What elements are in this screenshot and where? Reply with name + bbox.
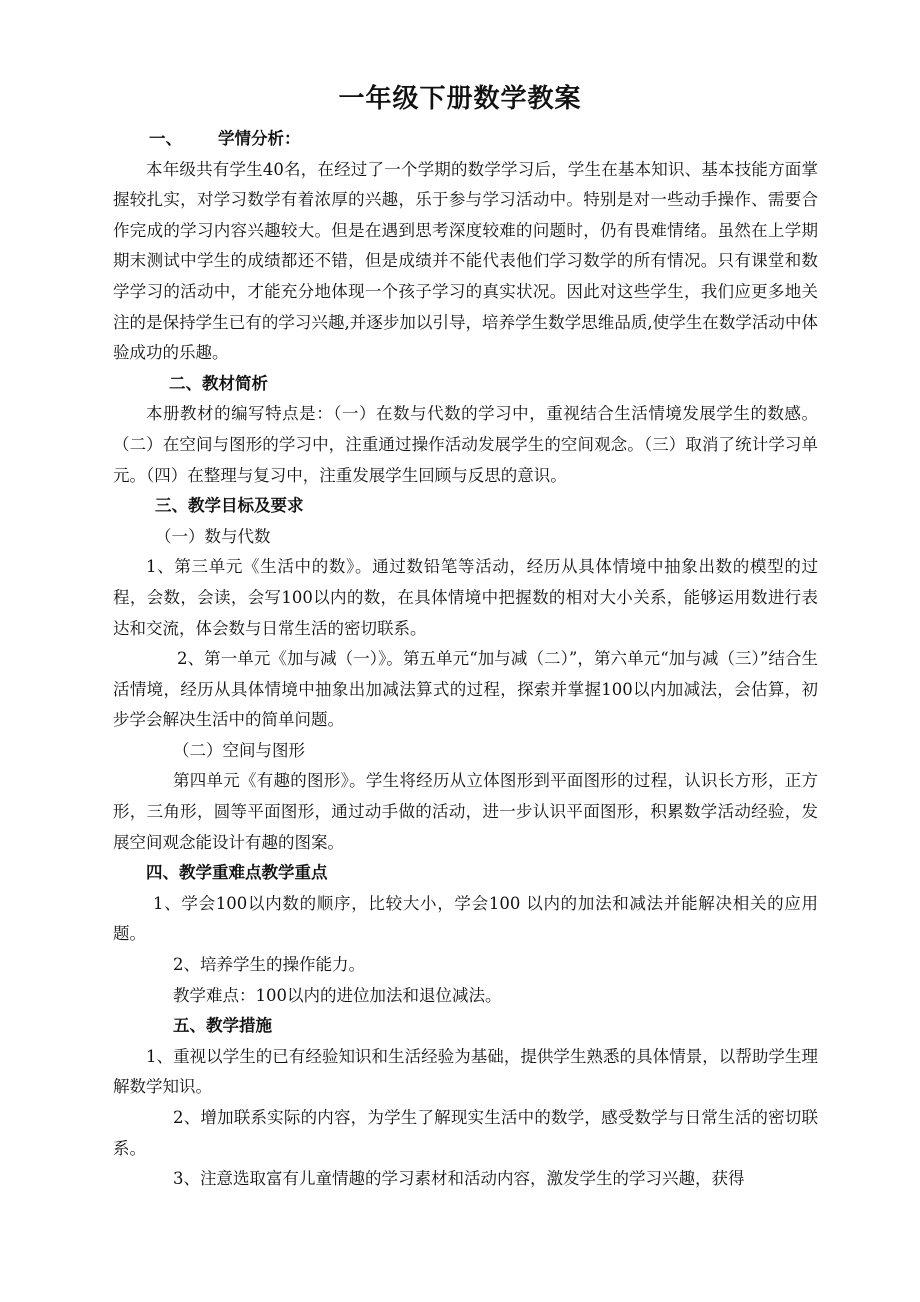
section-3-heading: 三、教学目标及要求 [155,496,304,516]
section-5-heading: 五、教学措施 [173,1016,272,1036]
section-1-number: 一、 [149,129,182,148]
document-body [113,124,818,1195]
section-4-paragraph-3: 教学难点：100以内的进位加法和退位减法。 [173,985,502,1005]
section-1-title: 学情分析： [218,129,301,148]
section-5-paragraph-2: 2、增加联系实际的内容，为学生了解现实生活中的数学，感受数学与日常生活的密切联系。 [113,1108,818,1158]
section-3-paragraph-3: 第四单元《有趣的图形》。学生将经历从立体图形到平面图形的过程，认识长方形，正方形，三角形，圆等平面图形，通过动手做的活动，进一步认识平面图形，积累数学活动经验，发展空间观念能设计有趣的图案。 [113,771,818,852]
section-3-subheading-1: （一）数与代数 [155,526,271,546]
section-2-heading: 二、教材简析 [169,373,268,393]
section-3-subheading-2: （二）空间与图形 [173,740,305,760]
section-2-paragraph: 本册教材的编写特点是：（一）在数与代数的学习中，重视结合生活情境发展学生的数感。（二）在空间与图形的学习中，注重通过操作活动发展学生的空间观念。（三）取消了统计学习单元。（四）在整理与复习中，注重发展学生回顾与反思的意识。 [113,404,818,485]
section-5-paragraph-3: 3、注意选取富有儿童情趣的学习素材和活动内容，激发学生的学习兴趣，获得 [173,1169,745,1189]
section-4-paragraph-2: 2、培养学生的操作能力。 [173,955,365,975]
section-5-paragraph-1: 1、重视以学生的已有经验知识和生活经验为基础，提供学生熟悉的具体情景，以帮助学生理解数学知识。 [113,1046,818,1097]
section-1-paragraph: 本年级共有学生40名，在经过了一个学期的数学学习后，学生在基本知识、基本技能方面掌握较扎实，对学习数学有着浓厚的兴趣，乐于参与学习活动中。特别是对一些动手操作、需要合作完成的学习内容兴趣较大。但是在遇到思考深度较难的问题时，仍有畏难情绪。虽然在上学期期末测试中学生的成绩都还不错，但是成绩并不能代表他们学习数学的所有情况。只有课堂和数学学习的活动中，才能充分地体现一个孩子学习的真实状况。因此对这些学生，我们应更多地关注的是保持学生已有的学习兴趣,并逐步加以引导，培养学生数学思维品质,使学生在数学活动中体验成功的乐趣。 [113,159,818,363]
section-4-heading: 四、教学重难点教学重点 [146,863,328,883]
section-1-heading [113,124,818,155]
section-3-paragraph-1: 1、第三单元《生活中的数》。通过数铅笔等活动，经历从具体情境中抽象出数的模型的过程，会数，会读，会写100以内的数，在具体情境中把握数的相对大小关系，能够运用数进行表达和交流，体会数与日常生活的密切联系。 [113,557,818,638]
document-title: 一年级下册数学教案 [338,84,582,114]
section-3-paragraph-2: 2、第一单元《加与减（一）》。第五单元“加与减（二）”，第六单元“加与减（三）”结合生活情境，经历从具体情境中抽象出加减法算式的过程，探索并掌握100以内加减法，会估算，初步学会解决生活中的简单问题。 [113,649,818,730]
section-4-paragraph-1: 1、学会100以内数的顺序，比较大小，学会100 以内的加法和减法并能解决相关的应用题。 [113,893,818,944]
